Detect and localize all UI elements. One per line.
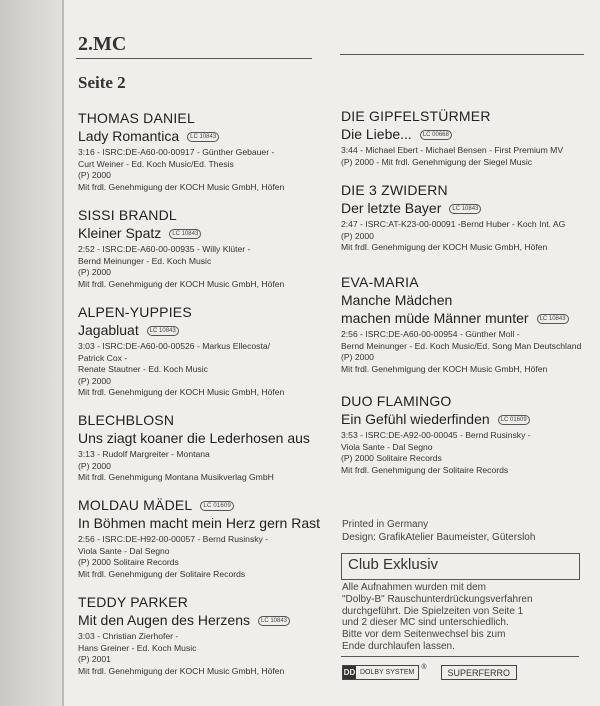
dolby-icon: DD (343, 668, 356, 677)
label-code-icon: LC 10843 (169, 229, 201, 239)
track-artist: SISSI BRANDL (78, 207, 177, 223)
track-entry (78, 206, 328, 290)
track-entry (341, 273, 591, 375)
track-details: 3:13 - Rudolf Margreiter - Montana (P) 2000 Mit frdl. Genehmigung Montana Musikverlag GmbH (78, 449, 274, 483)
label-code-icon: LC 01609 (498, 415, 530, 425)
track-details: 2:47 - ISRC:AT-K23-00-00091 -Bernd Huber - Koch Int. AG (P) 2000 Mit frdl. Genehmigung der KOCH Music GmbH, Höfen (341, 219, 566, 253)
track-title: Mit den Augen des Herzens LC 10843 (78, 611, 328, 629)
track-entry (78, 109, 328, 193)
track-title: In Böhmen macht mein Herz gern Rast (78, 515, 320, 531)
track-entry (78, 411, 328, 484)
track-entry (341, 107, 591, 168)
label-code-icon: LC 10843 (258, 616, 290, 626)
track-title: Der letzte Bayer LC 10843 (341, 199, 591, 217)
print-credits: Printed in Germany Design: GrafikAtelier Baumeister, Gütersloh (342, 519, 536, 543)
track-details: 3:53 - ISRC:DE-A92-00-00045 - Bernd Rusinsky - Viola Sante - Dal Segno (P) 2000 Solitaire Records Mit frdl. Genehmigung der Solitaire Records (341, 430, 531, 475)
track-artist: BLECHBLOSN (78, 412, 175, 428)
track-entry (78, 593, 328, 677)
track-artist: ALPEN-YUPPIES (78, 304, 192, 320)
superferro-logo: SUPERFERRO (441, 665, 518, 680)
track-title: Die Liebe... LC 00668 (341, 125, 591, 143)
track-details: 2:56 - ISRC:DE-A60-00-00954 - Günther Moll - Bernd Meinunger - Ed. Koch Music/Ed. Song Man Deutschland (P) 2000 Mit frdl. Genehmigung der KOCH Music GmbH, Höfen (341, 329, 582, 374)
header-rule-right (340, 54, 584, 55)
track-title-line2: machen müde Männer munter LC 10843 (341, 309, 591, 327)
track-artist: DIE GIPFELSTÜRMER (341, 108, 491, 124)
track-entry (341, 392, 591, 476)
club-title: Club Exklusiv (348, 556, 439, 573)
track-details: 2:56 - ISRC:DE-H92-00-00057 - Bernd Rusinsky - Viola Sante - Dal Segno (P) 2000 Solitaire Records Mit frdl. Genehmigung der Solitaire Records (78, 534, 269, 579)
track-entry (341, 181, 591, 254)
track-title: Uns ziagt koaner die Lederhosen aus (78, 430, 310, 446)
track-artist: DUO FLAMINGO (341, 393, 452, 409)
club-notice: Alle Aufnahmen wurden mit dem "Dolby-B" Rauschunterdrückungsverfahren durchgeführt. Die Spielzeiten von Seite 1 und 2 dieser MC sind unterschiedlich. Bitte vor dem Seitenwechsel bis zum Ende durchlaufen lassen. (342, 582, 533, 652)
label-code-icon: LC 10843 (147, 326, 179, 336)
label-code-icon: LC 10843 (449, 204, 481, 214)
track-details: 3:16 - ISRC:DE-A60-00-00917 - Günther Gebauer - Curt Weiner - Ed. Koch Music/Ed. Thesis (P) 2000 Mit frdl. Genehmigung der KOCH Music GmbH, Höfen (78, 147, 285, 192)
track-details: 2:52 - ISRC:DE-A60-00-00935 - Willy Klüter - Bernd Meinunger - Ed. Koch Music (P) 2000 Mit frdl. Genehmigung der KOCH Music GmbH, Höfen (78, 244, 285, 289)
inlay-fold (62, 0, 64, 706)
track-details: 3:44 - Michael Ebert - Michael Bensen - First Premium MV (P) 2000 - Mit frdl. Genehmigung der Siegel Music (341, 145, 564, 167)
registered-mark: ® (421, 664, 427, 671)
track-artist: THOMAS DANIEL (78, 110, 195, 126)
club-rule (341, 656, 579, 657)
logo-row (342, 665, 517, 680)
track-artist: TEDDY PARKER (78, 594, 189, 610)
track-artist: MOLDAU MÄDEL LC 01609 (78, 496, 328, 514)
label-code-icon: LC 10843 (187, 132, 219, 142)
track-entry (78, 303, 328, 399)
track-title: Ein Gefühl wiederfinden LC 01609 (341, 410, 591, 428)
track-title: Lady Romantica LC 10843 (78, 127, 328, 145)
side-label: Seite 2 (78, 73, 126, 92)
label-code-icon: LC 10843 (537, 314, 569, 324)
header-rule-left (76, 58, 312, 59)
track-artist: EVA-MARIA (341, 274, 419, 290)
track-title: Kleiner Spatz LC 10843 (78, 224, 328, 242)
track-title: Manche Mädchen (341, 292, 453, 308)
background-edge (0, 0, 62, 706)
track-details: 3:03 - ISRC:DE-A60-00-00526 - Markus Ellecosta/ Patrick Cox - Renate Stautner - Ed. Koch Music (P) 2000 Mit frdl. Genehmigung der KOCH Music GmbH, Höfen (78, 341, 285, 398)
track-title: Jagabluat LC 10843 (78, 321, 328, 339)
label-code-icon: LC 00668 (420, 130, 452, 140)
track-details: 3:03 - Christian Zierhofer - Hans Greiner - Ed. Koch Music (P) 2001 Mit frdl. Genehmigung der KOCH Music GmbH, Höfen (78, 631, 285, 676)
track-entry (78, 496, 328, 580)
track-artist: DIE 3 ZWIDERN (341, 182, 448, 198)
dolby-logo: DD DOLBY SYSTEM (342, 665, 419, 680)
mc-label: 2.MC (78, 33, 127, 55)
label-code-icon: LC 01609 (200, 501, 234, 511)
